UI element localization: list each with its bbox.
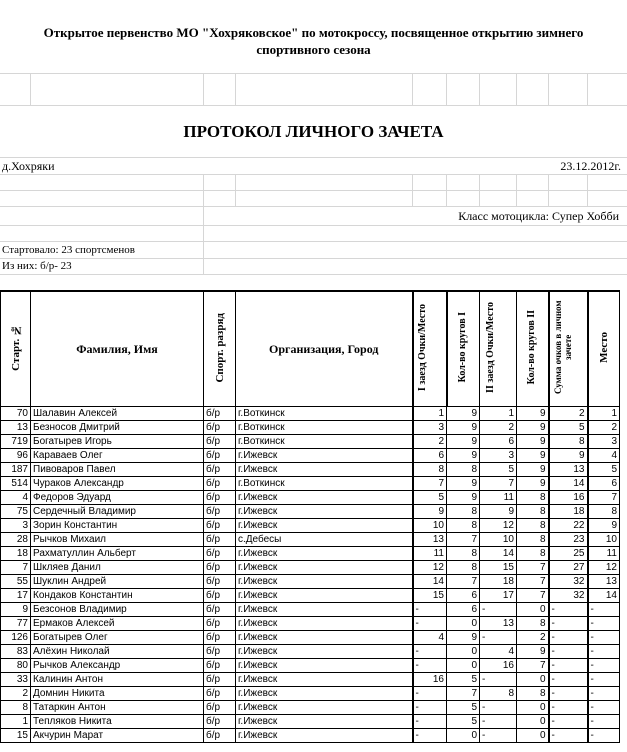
cell-sum: 22 — [549, 519, 588, 533]
cell-laps1: 0 — [447, 729, 480, 743]
cell-race1: 2 — [413, 435, 447, 449]
cell-race2: 7 — [480, 477, 517, 491]
col-laps1: Кол-во кругов I — [447, 291, 480, 407]
cell-laps1: 0 — [447, 617, 480, 631]
cell-name: Рычков Михаил — [31, 533, 204, 547]
cell-laps2: 0 — [517, 603, 549, 617]
cell-sum: - — [549, 701, 588, 715]
cell-name: Караваев Олег — [31, 449, 204, 463]
cell-org: г.Ижевск — [236, 631, 413, 645]
cell-race2: 16 — [480, 659, 517, 673]
cell-race2: 9 — [480, 505, 517, 519]
cell-race1: - — [413, 659, 447, 673]
col-sum: Сумма очков в личном зачете — [549, 291, 588, 407]
cell-place: 2 — [588, 421, 620, 435]
cell-laps1: 8 — [447, 519, 480, 533]
cell-race2: 2 — [480, 421, 517, 435]
cell-laps2: 7 — [517, 589, 549, 603]
cell-laps2: 8 — [517, 617, 549, 631]
cell-place: 6 — [588, 477, 620, 491]
table-row — [1, 533, 620, 547]
cell-start-no: 96 — [1, 449, 31, 463]
results-table — [0, 290, 620, 743]
cell-org: с.Дебесы — [236, 533, 413, 547]
cell-race2: 4 — [480, 645, 517, 659]
cell-place: 1 — [588, 407, 620, 421]
cell-laps2: 9 — [517, 435, 549, 449]
cell-laps2: 9 — [517, 421, 549, 435]
cell-start-no: 3 — [1, 519, 31, 533]
cell-laps2: 2 — [517, 631, 549, 645]
cell-laps1: 7 — [447, 575, 480, 589]
cell-laps1: 8 — [447, 561, 480, 575]
cell-sum: 9 — [549, 449, 588, 463]
cell-org: г.Ижевск — [236, 463, 413, 477]
cell-race1: - — [413, 645, 447, 659]
cell-place: 7 — [588, 491, 620, 505]
cell-org: г.Ижевск — [236, 519, 413, 533]
table-row — [1, 645, 620, 659]
cell-org: г.Ижевск — [236, 561, 413, 575]
cell-start-no: 77 — [1, 617, 31, 631]
cell-start-no: 1 — [1, 715, 31, 729]
cell-name: Рычков Александр — [31, 659, 204, 673]
cell-race2: 13 — [480, 617, 517, 631]
cell-sum: 2 — [549, 407, 588, 421]
cell-race2: - — [480, 701, 517, 715]
cell-sum: - — [549, 673, 588, 687]
cell-place: - — [588, 631, 620, 645]
col-laps2: Кол-во кругов II — [517, 291, 549, 407]
cell-name: Богатырев Игорь — [31, 435, 204, 449]
cell-start-no: 187 — [1, 463, 31, 477]
cell-name: Пивоваров Павел — [31, 463, 204, 477]
cell-laps1: 9 — [447, 407, 480, 421]
col-org: Организация, Город — [236, 291, 413, 407]
cell-rank: б/р — [204, 603, 236, 617]
cell-laps2: 9 — [517, 463, 549, 477]
cell-rank: б/р — [204, 729, 236, 743]
cell-race2: 12 — [480, 519, 517, 533]
table-row — [1, 701, 620, 715]
cell-race2: 6 — [480, 435, 517, 449]
cell-race1: 7 — [413, 477, 447, 491]
col-start-no: Старт. № — [1, 291, 31, 407]
cell-start-no: 15 — [1, 729, 31, 743]
cell-place: - — [588, 645, 620, 659]
cell-race1: 11 — [413, 547, 447, 561]
table-row — [1, 449, 620, 463]
cell-race2: - — [480, 715, 517, 729]
cell-race1: - — [413, 701, 447, 715]
cell-rank: б/р — [204, 407, 236, 421]
cell-race1: 3 — [413, 421, 447, 435]
cell-start-no: 514 — [1, 477, 31, 491]
cell-race2: - — [480, 603, 517, 617]
cell-name: Татаркин Антон — [31, 701, 204, 715]
cell-laps1: 5 — [447, 673, 480, 687]
cell-laps2: 0 — [517, 701, 549, 715]
cell-laps2: 9 — [517, 449, 549, 463]
cell-org: г.Ижевск — [236, 505, 413, 519]
cell-start-no: 8 — [1, 701, 31, 715]
cell-place: - — [588, 715, 620, 729]
cell-start-no: 28 — [1, 533, 31, 547]
cell-name: Тепляков Никита — [31, 715, 204, 729]
cell-laps1: 0 — [447, 645, 480, 659]
table-row — [1, 659, 620, 673]
cell-race2: 17 — [480, 589, 517, 603]
cell-org: г.Ижевск — [236, 659, 413, 673]
cell-name: Федоров Эдуард — [31, 491, 204, 505]
table-row — [1, 561, 620, 575]
table-row — [1, 435, 620, 449]
cell-sum: 16 — [549, 491, 588, 505]
cell-org: г.Ижевск — [236, 645, 413, 659]
cell-rank: б/р — [204, 687, 236, 701]
cell-place: 9 — [588, 519, 620, 533]
cell-org: г.Ижевск — [236, 603, 413, 617]
cell-start-no: 55 — [1, 575, 31, 589]
cell-laps1: 8 — [447, 505, 480, 519]
cell-start-no: 17 — [1, 589, 31, 603]
motorcycle-class: Класс мотоцикла: Супер Хобби — [458, 209, 619, 223]
cell-sum: - — [549, 617, 588, 631]
cell-place: 5 — [588, 463, 620, 477]
cell-race2: 18 — [480, 575, 517, 589]
cell-laps1: 6 — [447, 589, 480, 603]
cell-name: Сердечный Владимир — [31, 505, 204, 519]
cell-sum: 23 — [549, 533, 588, 547]
cell-place: - — [588, 603, 620, 617]
cell-org: г.Ижевск — [236, 617, 413, 631]
cell-org: г.Ижевск — [236, 491, 413, 505]
cell-place: - — [588, 701, 620, 715]
cell-rank: б/р — [204, 589, 236, 603]
rank-count: Из них: б/р- 23 — [2, 260, 72, 272]
cell-place: 12 — [588, 561, 620, 575]
cell-sum: 5 — [549, 421, 588, 435]
table-row — [1, 589, 620, 603]
cell-rank: б/р — [204, 491, 236, 505]
cell-sum: - — [549, 659, 588, 673]
cell-place: - — [588, 673, 620, 687]
cell-name: Рахматуллин Альберт — [31, 547, 204, 561]
cell-rank: б/р — [204, 421, 236, 435]
cell-race2: 8 — [480, 687, 517, 701]
table-row — [1, 575, 620, 589]
cell-laps2: 8 — [517, 547, 549, 561]
cell-laps1: 5 — [447, 701, 480, 715]
cell-name: Богатырев Олег — [31, 631, 204, 645]
cell-race1: - — [413, 687, 447, 701]
cell-race2: 10 — [480, 533, 517, 547]
cell-start-no: 83 — [1, 645, 31, 659]
protocol-title: ПРОТОКОЛ ЛИЧНОГО ЗАЧЕТА — [183, 122, 444, 141]
table-row — [1, 631, 620, 645]
cell-rank: б/р — [204, 631, 236, 645]
cell-org: г.Ижевск — [236, 701, 413, 715]
cell-org: г.Воткинск — [236, 477, 413, 491]
cell-laps2: 7 — [517, 561, 549, 575]
event-place: д.Хохряки — [2, 159, 55, 173]
table-row — [1, 673, 620, 687]
cell-race2: 14 — [480, 547, 517, 561]
cell-start-no: 70 — [1, 407, 31, 421]
cell-laps2: 8 — [517, 505, 549, 519]
table-row — [1, 505, 620, 519]
cell-sum: 18 — [549, 505, 588, 519]
cell-sum: - — [549, 603, 588, 617]
cell-place: 3 — [588, 435, 620, 449]
cell-rank: б/р — [204, 645, 236, 659]
cell-race2: - — [480, 631, 517, 645]
cell-name: Безсонов Владимир — [31, 603, 204, 617]
cell-start-no: 80 — [1, 659, 31, 673]
table-row — [1, 519, 620, 533]
cell-rank: б/р — [204, 575, 236, 589]
cell-laps2: 0 — [517, 729, 549, 743]
cell-race1: 4 — [413, 631, 447, 645]
cell-race2: 3 — [480, 449, 517, 463]
cell-start-no: 2 — [1, 687, 31, 701]
cell-rank: б/р — [204, 701, 236, 715]
cell-place: 11 — [588, 547, 620, 561]
cell-place: - — [588, 659, 620, 673]
cell-laps1: 6 — [447, 603, 480, 617]
cell-start-no: 18 — [1, 547, 31, 561]
cell-laps1: 9 — [447, 435, 480, 449]
cell-laps2: 8 — [517, 533, 549, 547]
cell-laps1: 0 — [447, 659, 480, 673]
col-race1: I заезд Очки/Место — [413, 291, 447, 407]
cell-race1: - — [413, 603, 447, 617]
cell-laps2: 0 — [517, 715, 549, 729]
cell-sum: - — [549, 645, 588, 659]
col-rank: Спорт. разряд — [204, 291, 236, 407]
cell-sum: 13 — [549, 463, 588, 477]
cell-name: Шкляев Данил — [31, 561, 204, 575]
cell-laps1: 9 — [447, 491, 480, 505]
cell-name: Зорин Константин — [31, 519, 204, 533]
cell-rank: б/р — [204, 477, 236, 491]
cell-laps2: 8 — [517, 687, 549, 701]
cell-rank: б/р — [204, 673, 236, 687]
cell-start-no: 4 — [1, 491, 31, 505]
col-race2: II заезд Очки/Место — [480, 291, 517, 407]
cell-laps2: 7 — [517, 659, 549, 673]
cell-org: г.Ижевск — [236, 687, 413, 701]
cell-race1: 8 — [413, 463, 447, 477]
col-name: Фамилия, Имя — [31, 291, 204, 407]
col-place: Место — [588, 291, 620, 407]
cell-name: Ермаков Алексей — [31, 617, 204, 631]
cell-race1: 12 — [413, 561, 447, 575]
cell-start-no: 75 — [1, 505, 31, 519]
table-row — [1, 617, 620, 631]
cell-race2: 1 — [480, 407, 517, 421]
cell-start-no: 33 — [1, 673, 31, 687]
cell-laps1: 9 — [447, 449, 480, 463]
cell-org: г.Воткинск — [236, 407, 413, 421]
cell-laps2: 7 — [517, 575, 549, 589]
cell-name: Домнин Никита — [31, 687, 204, 701]
cell-rank: б/р — [204, 463, 236, 477]
cell-sum: - — [549, 631, 588, 645]
cell-race2: 15 — [480, 561, 517, 575]
cell-race1: 9 — [413, 505, 447, 519]
cell-place: - — [588, 687, 620, 701]
cell-name: Безносов Дмитрий — [31, 421, 204, 435]
cell-sum: - — [549, 729, 588, 743]
cell-race1: 5 — [413, 491, 447, 505]
cell-place: - — [588, 729, 620, 743]
cell-org: г.Ижевск — [236, 547, 413, 561]
cell-laps1: 9 — [447, 477, 480, 491]
cell-place: 8 — [588, 505, 620, 519]
cell-race1: - — [413, 715, 447, 729]
table-row — [1, 463, 620, 477]
cell-rank: б/р — [204, 715, 236, 729]
cell-laps2: 9 — [517, 477, 549, 491]
cell-sum: 14 — [549, 477, 588, 491]
cell-race1: - — [413, 729, 447, 743]
cell-race1: 15 — [413, 589, 447, 603]
cell-start-no: 9 — [1, 603, 31, 617]
cell-rank: б/р — [204, 435, 236, 449]
cell-race1: 13 — [413, 533, 447, 547]
table-header-row — [1, 291, 620, 407]
cell-laps2: 9 — [517, 407, 549, 421]
cell-laps2: 8 — [517, 491, 549, 505]
cell-place: - — [588, 617, 620, 631]
cell-rank: б/р — [204, 533, 236, 547]
cell-laps1: 5 — [447, 715, 480, 729]
cell-race2: - — [480, 673, 517, 687]
cell-org: г.Ижевск — [236, 715, 413, 729]
cell-sum: - — [549, 687, 588, 701]
cell-laps1: 9 — [447, 421, 480, 435]
table-row — [1, 491, 620, 505]
table-row — [1, 715, 620, 729]
table-row — [1, 477, 620, 491]
cell-start-no: 719 — [1, 435, 31, 449]
table-row — [1, 407, 620, 421]
cell-start-no: 7 — [1, 561, 31, 575]
cell-sum: 8 — [549, 435, 588, 449]
cell-org: г.Ижевск — [236, 449, 413, 463]
cell-race1: 1 — [413, 407, 447, 421]
table-row — [1, 729, 620, 743]
cell-rank: б/р — [204, 617, 236, 631]
cell-org: г.Воткинск — [236, 421, 413, 435]
cell-rank: б/р — [204, 659, 236, 673]
cell-name: Чураков Александр — [31, 477, 204, 491]
cell-race1: 6 — [413, 449, 447, 463]
cell-name: Шуклин Андрей — [31, 575, 204, 589]
table-row — [1, 547, 620, 561]
cell-sum: 25 — [549, 547, 588, 561]
started-count: Стартовало: 23 спортсменов — [2, 244, 135, 256]
table-row — [1, 603, 620, 617]
cell-org: г.Ижевск — [236, 575, 413, 589]
cell-laps1: 9 — [447, 631, 480, 645]
cell-name: Алёхин Николай — [31, 645, 204, 659]
table-row — [1, 421, 620, 435]
cell-name: Калинин Антон — [31, 673, 204, 687]
cell-start-no: 126 — [1, 631, 31, 645]
cell-rank: б/р — [204, 505, 236, 519]
cell-laps2: 0 — [517, 673, 549, 687]
cell-name: Шалавин Алексей — [31, 407, 204, 421]
cell-place: 10 — [588, 533, 620, 547]
cell-sum: 32 — [549, 589, 588, 603]
cell-race1: 16 — [413, 673, 447, 687]
competition-title: Открытое первенство МО "Хохряковское" по мотокроссу, посвященное открытию зимнего спортивного сезона — [43, 25, 584, 57]
cell-laps2: 9 — [517, 645, 549, 659]
cell-laps1: 7 — [447, 533, 480, 547]
cell-sum: - — [549, 715, 588, 729]
cell-place: 4 — [588, 449, 620, 463]
cell-start-no: 13 — [1, 421, 31, 435]
cell-laps1: 8 — [447, 547, 480, 561]
cell-name: Кондаков Константин — [31, 589, 204, 603]
cell-rank: б/р — [204, 561, 236, 575]
cell-rank: б/р — [204, 449, 236, 463]
cell-org: г.Ижевск — [236, 673, 413, 687]
table-row — [1, 687, 620, 701]
cell-sum: 27 — [549, 561, 588, 575]
cell-name: Акчурин Марат — [31, 729, 204, 743]
cell-race1: - — [413, 617, 447, 631]
cell-org: г.Ижевск — [236, 729, 413, 743]
cell-race2: 5 — [480, 463, 517, 477]
cell-rank: б/р — [204, 519, 236, 533]
cell-laps2: 8 — [517, 519, 549, 533]
cell-laps1: 8 — [447, 463, 480, 477]
cell-place: 13 — [588, 575, 620, 589]
cell-race2: 11 — [480, 491, 517, 505]
cell-rank: б/р — [204, 547, 236, 561]
cell-org: г.Ижевск — [236, 589, 413, 603]
cell-race1: 10 — [413, 519, 447, 533]
cell-place: 14 — [588, 589, 620, 603]
cell-laps1: 7 — [447, 687, 480, 701]
cell-race1: 14 — [413, 575, 447, 589]
cell-race2: - — [480, 729, 517, 743]
event-date: 23.12.2012г. — [560, 159, 621, 173]
cell-sum: 32 — [549, 575, 588, 589]
cell-org: г.Воткинск — [236, 435, 413, 449]
